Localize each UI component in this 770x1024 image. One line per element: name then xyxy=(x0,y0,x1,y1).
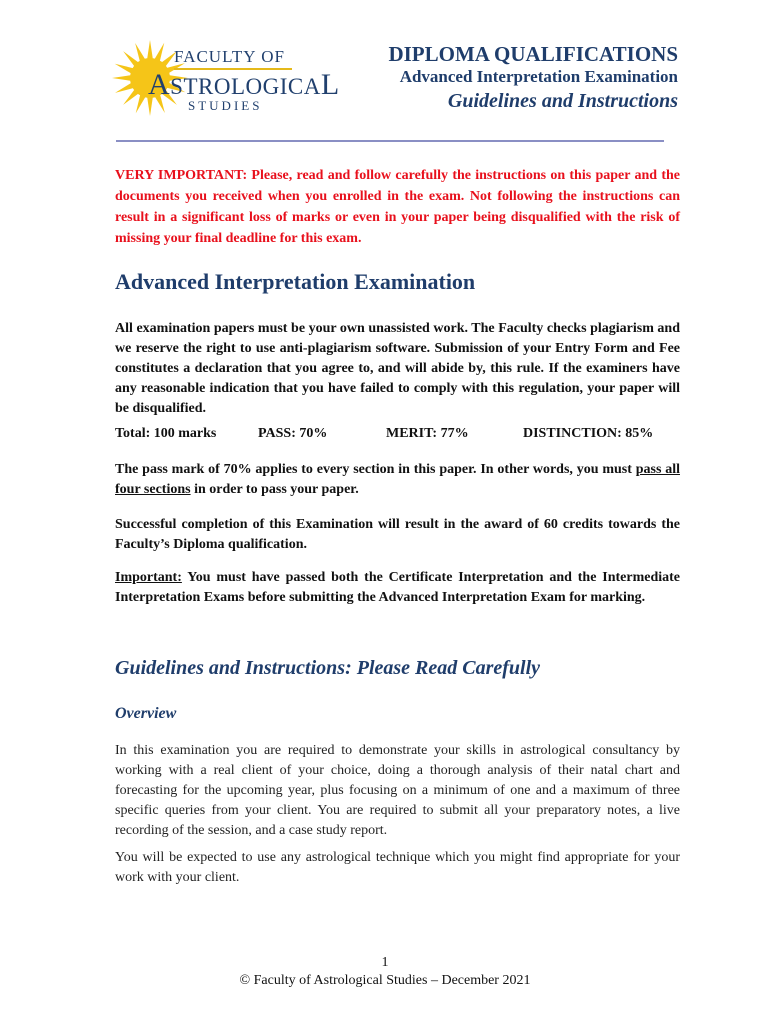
header-subtitle: Advanced Interpretation Examination xyxy=(399,67,678,86)
overview-title: Overview xyxy=(115,705,177,722)
credits-paragraph: Successful completion of this Examination will result in the award of 60 credits towards the Faculty’s Diploma qualification. xyxy=(115,517,680,552)
total-marks: Total: 100 marks xyxy=(115,426,217,441)
logo-line-3: STUDIES xyxy=(188,98,263,113)
guidelines-title: Guidelines and Instructions: Please Read Carefully xyxy=(115,657,541,679)
logo-line-2 xyxy=(148,68,340,102)
pass-text-b: in order to pass your paper. xyxy=(190,482,359,497)
plagiarism-paragraph: All examination papers must be your own unassisted work. The Faculty checks plagiarism and we reserve the right to use anti-plagiarism software. Submission of your Entry Form and Fee constitutes a declaration that you agree to, and will abide by, this rule. If the examiners have any reasonable indication that you have failed to comply with this regulation, your paper will be disqualified. xyxy=(115,321,680,416)
marks-row xyxy=(115,426,680,442)
page-number: 1 xyxy=(381,955,389,970)
document-header xyxy=(388,42,678,114)
logo-word-mid: STROLOGICA xyxy=(170,74,321,99)
logo-letter-a: A xyxy=(148,68,171,101)
page-footer xyxy=(0,954,770,990)
logo-letter-l: L xyxy=(320,68,340,101)
important-label: Important: xyxy=(115,570,182,585)
merit-mark: MERIT: 77% xyxy=(386,426,469,441)
logo-line-1: FACULTY OF xyxy=(174,47,285,66)
warning-notice: VERY IMPORTANT: Please, read and follow carefully the instructions on this paper and the documents you received when you enrolled in the exam. Not following the instructions can result in a significant loss of marks or even in your paper being disqualified with the risk of missing your final deadline for this exam. xyxy=(115,168,680,246)
prerequisite-text: You must have passed both the Certificate Interpretation and the Intermediate Interpretation Exams before submitting the Advanced Interpretation Exam for marking. xyxy=(115,570,680,605)
header-subtitle-2: Guidelines and Instructions xyxy=(447,90,678,112)
pass-mark: PASS: 70% xyxy=(258,426,328,441)
overview-paragraph: In this examination you are required to demonstrate your skills in astrological consultancy by working with a real client of your choice, doing a thorough analysis of their natal chart and forecasting for the upcoming year, plus focusing on a minimum of one and a maximum of three specific queries from your client. You are required to submit all your preparatory notes, a live recording of the session, and a case study report. xyxy=(115,743,680,838)
technique-paragraph: You will be expected to use any astrological technique which you might find appropriate for your work with your client. xyxy=(115,850,680,885)
pass-text-a: The pass mark of 70% applies to every section in this paper. In other words, you must xyxy=(115,462,636,477)
header-title: DIPLOMA QUALIFICATIONS xyxy=(388,42,678,66)
header-divider xyxy=(116,140,664,142)
prerequisite-paragraph xyxy=(115,568,680,608)
faculty-logo xyxy=(112,36,340,126)
distinction-mark: DISTINCTION: 85% xyxy=(523,426,654,441)
section-title: Advanced Interpretation Examination xyxy=(115,269,476,294)
pass-mark-paragraph xyxy=(115,460,680,500)
pass-all-sections: pass all four sections xyxy=(115,462,680,497)
copyright: © Faculty of Astrological Studies – December 2021 xyxy=(239,973,531,988)
